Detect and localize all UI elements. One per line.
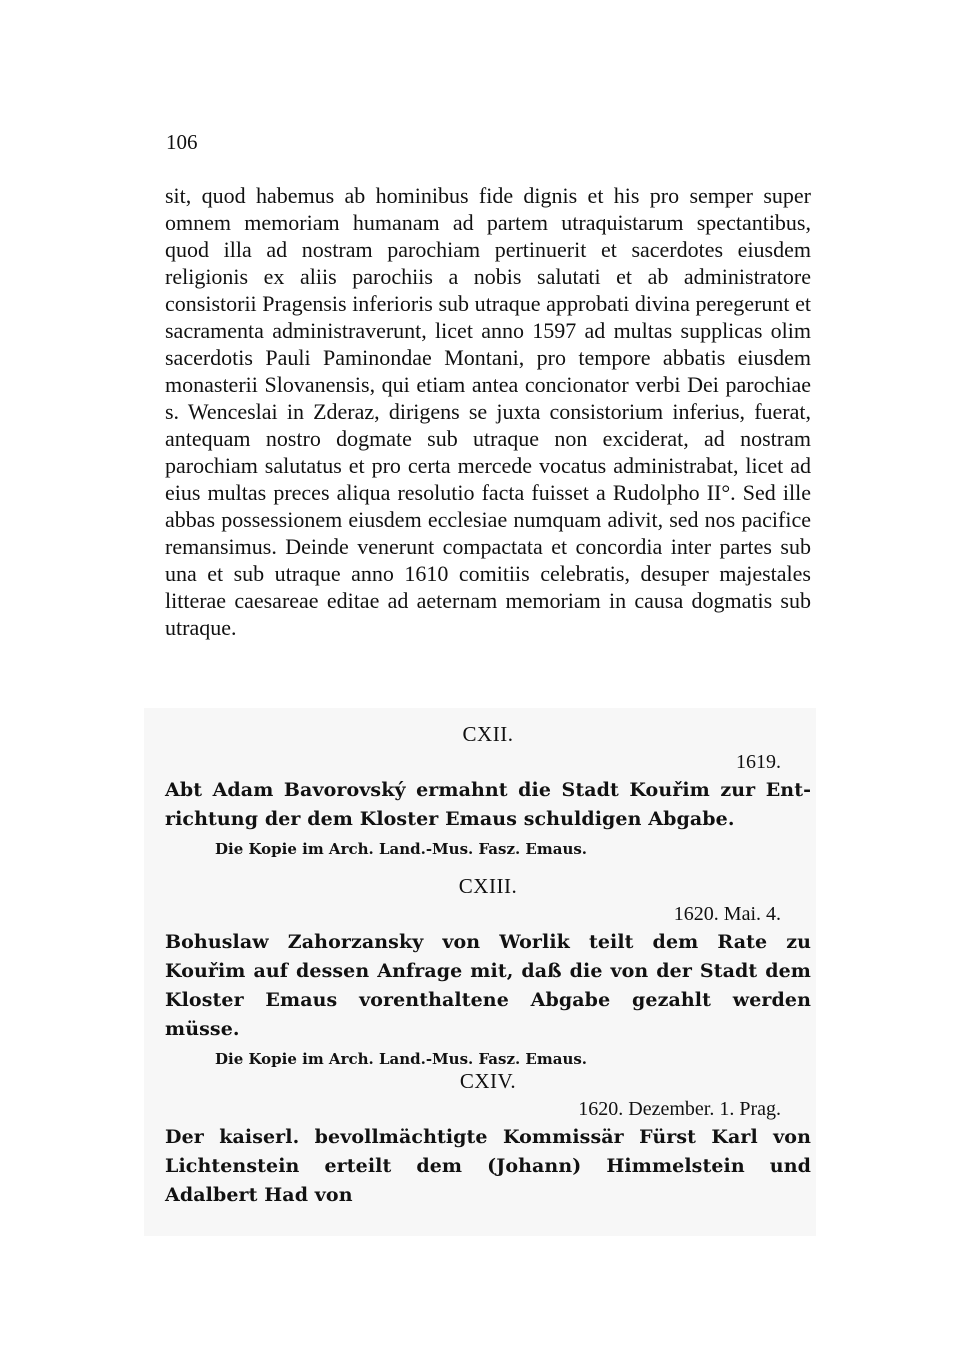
latin-text-paragraph: sit, quod habemus ab hominibus fide dignis et his pro semper super omnem memoriam humanam ad partem utraquistarum spectantibus, quod illa ad nostram parochiam pertinuerit et sacerdotes eiusdem religionis ex aliis parochiis a nobis salutati et ab administratore consistorii Pragensis inferioris sub utraque approbati divina peregerunt et sacramenta administraverunt, licet anno 1597 ad multas supplicas olim sacerdotis Pauli Paminondae Montani, pro tempore abbatis eiusdem monasterii Slovanensis, qui etiam antea concionator verbi Dei parochiae s. Wenceslai in Zderaz, dirigens se juxta consistorium inferius, fuerat, antequam nostro dogmate sub utraque non exciderat, ad nostram parochiam salutatus et pro certa mercede vocatus administrabat, licet ad eius multas preces aliqua resolutio facta fuisset a Rudolpho II°. Sed ille abbas possessionem eiusdem ecclesiae numquam adivit, sed nos pacifice remansimus. Deinde venerunt compactata et concordia inter partes sub una et sub utraque anno 1610 comitiis celebratis, desuper majestales litterae caesareae editae ad aeternam memoriam in causa dogmatis sub utraque. <box>165 183 811 640</box>
document-number: CXIV. <box>459 1069 517 1093</box>
document-source-note: Die Kopie im Arch. Land.-Mus. Fasz. Emaus. <box>215 1050 588 1068</box>
document-entry-cxii <box>165 720 811 860</box>
document-source-note: Die Kopie im Arch. Land.-Mus. Fasz. Emaus. <box>215 840 588 858</box>
document-number: CXII. <box>462 722 514 746</box>
document-date: 1619. <box>736 751 781 773</box>
document-number: CXIII. <box>458 874 518 898</box>
document-summary: Bohuslaw Zahorzansky von Worlik teilt dem Rate zu Kouřim auf dessen Anfrage mit, daß die von der Stadt dem Kloster Emaus vorenthaltene Abgabe gezahlt werden müsse. <box>165 931 811 1040</box>
document-summary: Abt Adam Bavorovský ermahnt die Stadt Kouřim zur Entrichtung der dem Kloster Emaus schuldigen Abgabe. <box>165 779 811 830</box>
document-date: 1620. Mai. 4. <box>673 903 781 925</box>
document-entry-cxiv <box>165 1067 811 1210</box>
page-number: 106 <box>166 130 198 154</box>
document-summary: Der kaiserl. bevollmächtigte Kommissär Fürst Karl von Lichtenstein erteilt dem (Johann) Himmelstein und Adalbert Had von <box>165 1126 811 1206</box>
document-date: 1620. Dezember. 1. Prag. <box>578 1098 781 1120</box>
document-entry-cxiii <box>165 872 811 1070</box>
